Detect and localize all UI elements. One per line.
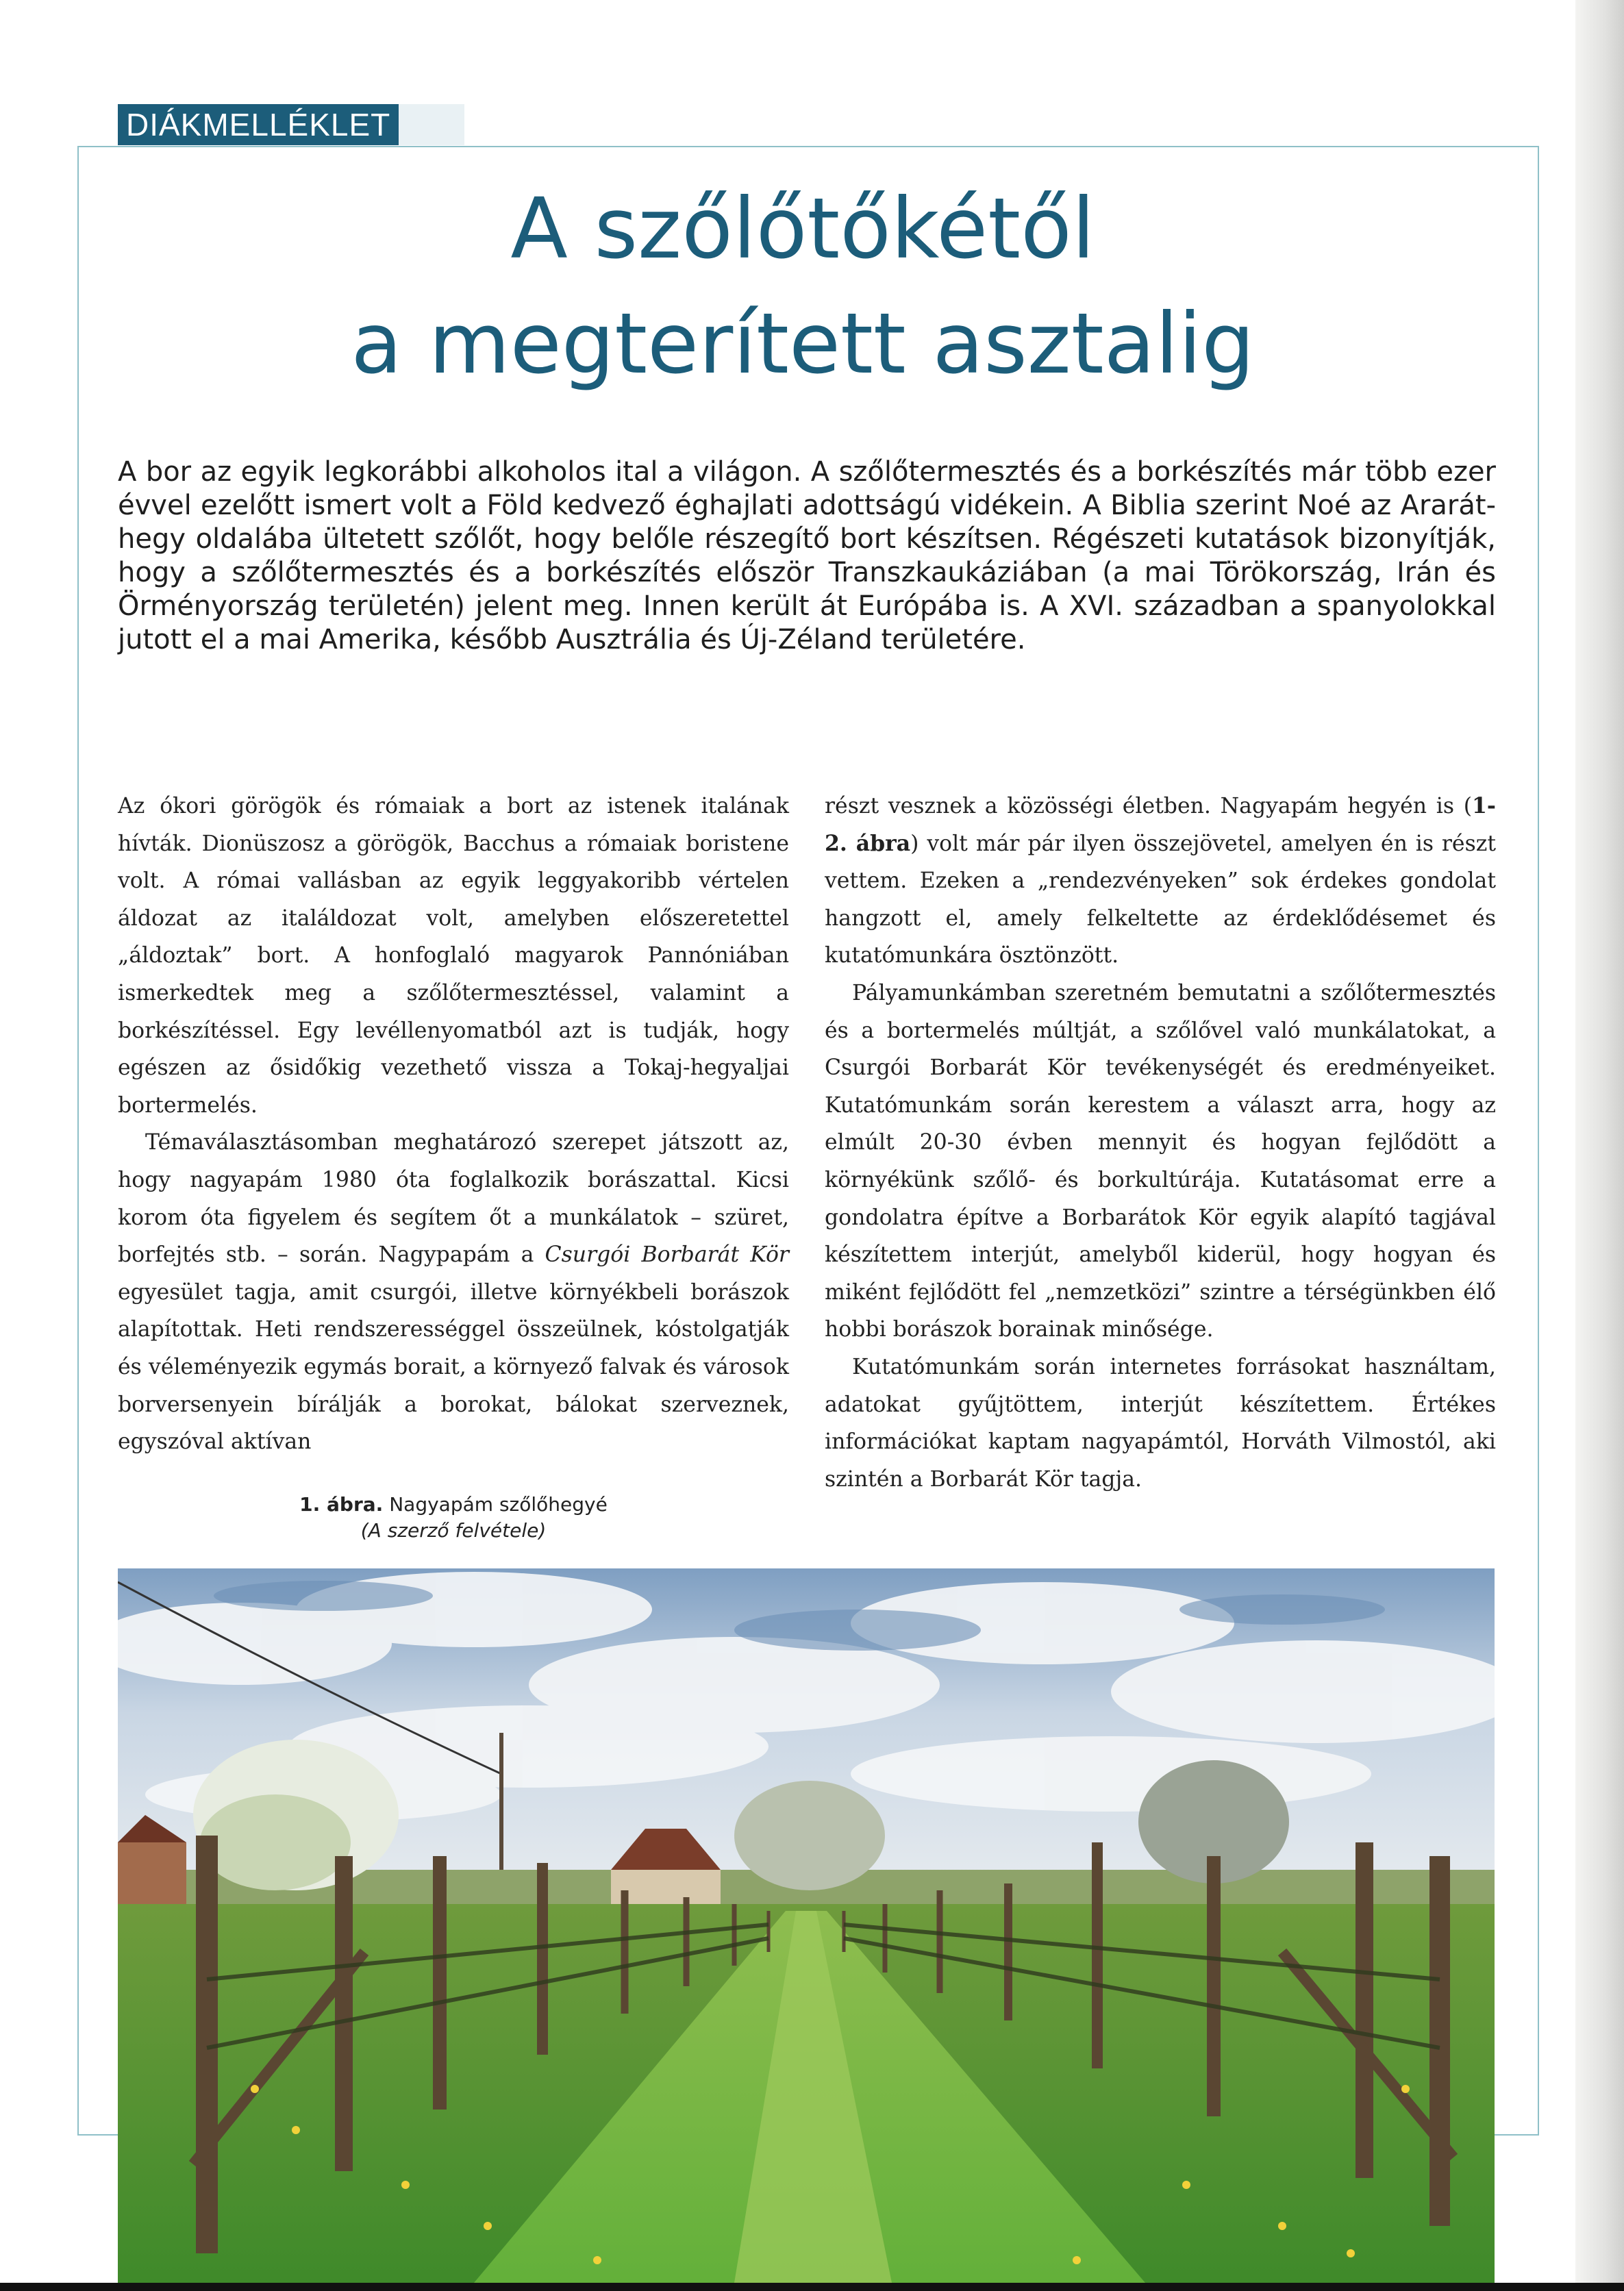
paragraph: részt vesznek a közösségi életben. Nagyapám hegyén is (1-2. ábra) volt már pár ilyen összejövetel, amelyen én is részt vettem. Ezeken a „rendezvényeken” sok érdekes gondolat hangzott el, amely felkeltette az érdeklődésemet és kutatómunkára ösztönzött. [825,793,1496,968]
society-name: Csurgói Borbarát Kör [545,1242,789,1268]
vineyard-photo [118,1568,1495,2283]
paragraph: Pályamunkámban szeretném bemutatni a szőlőtermesztés és a bortermelés múltját, a szőlővel való munkálatokat, a Csurgói Borbarát Kör tevékenységét és eredményeiket. Kutatómunkám során kerestem a választ arra, hogy az elmúlt 20-30 évben mennyit és hogyan fejlődött a környékünk szőlő- és borkultúrája. Kutatásomat erre a gondolatra építve a Borbarátok Kör egyik alapító tagjával készítettem interjút, amelyből kiderül, hogy hogyan és miként fejlődött fel „nemzetközi” szintre a térségünkben élő hobbi borászok borainak minősége. [825,980,1496,1342]
tag-shadow [396,104,464,145]
paragraph: Kutatómunkám során internetes forrásokat használtam, adatokat gyűjtöttem, interjút készítettem. Értékes információkat kaptam nagyapámtól, Horváth Vilmostól, aki szintén a Borbarát Kör tagja. [825,1354,1496,1492]
figure-credit: (A szerző felvétele) [360,1519,547,1542]
figure-caption [118,1492,789,1544]
article-title [118,171,1488,401]
paragraph: Témaválasztásomban meghatározó szerepet játszott az, hogy nagyapám 1980 óta foglalkozik borászattal. Kicsi korom óta figyelem és segítem őt a munkálatok – szüret, borfejtés stb. – során. Nagypapám a Csurgói Borbarát Kör egyesület tagja, amit csurgói, illetve környékbeli borászok alapítottak. Heti rendszerességgel összeülnek, kóstolgatják és véleményezik egymás borait, a környező falvak és városok borversenyein bírálják a borokat, bálokat szerveznek, egyszóval aktívan [118,1130,789,1455]
paragraph: Az ókori görögök és rómaiak a bort az istenek italának hívták. Dionüszosz a görögök, Bacchus a rómaiak boristene volt. A római vallásban az egyik leggyakoribb vértelen áldozat az italáldozat volt, amelyben előszeretettel „áldoztak” bort. A honfoglaló magyarok Pannóniában ismerkedtek meg a szőlőtermesztéssel, valamint a borkészítéssel. Egy levéllenyomatból azt is tudják, hogy egészen az ősidőkig vezethető vissza a Tokaj-hegyaljai bortermelés. [118,794,789,1118]
vineyard-illustration [118,1568,1495,2283]
figure-caption-text: Nagyapám szőlőhegyé [383,1493,608,1516]
section-tag: DIÁKMELLÉKLET [118,104,399,145]
page-edge-shadow [1575,0,1624,2291]
right-column [825,788,1496,1498]
figure-label: 1. ábra. [299,1493,384,1516]
title-line-2: a megterített asztalig [351,295,1255,392]
bottom-edge [0,2283,1624,2291]
figure-reference: 1-2. ábra [825,793,1496,856]
title-line-1: A szőlőtőkétől [510,180,1095,277]
left-column [118,788,789,1461]
lead-paragraph: A bor az egyik legkorábbi alkoholos ital a világon. A szőlőtermesztés és a borkészítés már több ezer évvel ezelőtt ismert volt a Föld kedvező éghajlati adottságú vidékein. A Biblia szerint Noé az Ararát-hegy oldalába ültetett szőlőt, hogy belőle részegítő bort készítsen. Régészeti kutatások bizonyítják, hogy a szőlőtermesztés és a borkészítés először Transzkaukáziában (a mai Törökország, Irán és Örményország területén) jelent meg. Innen került át Európába is. A XVI. században a spanyolokkal jutott el a mai Amerika, később Ausztrália és Új-Zéland területére. [118,456,1496,655]
